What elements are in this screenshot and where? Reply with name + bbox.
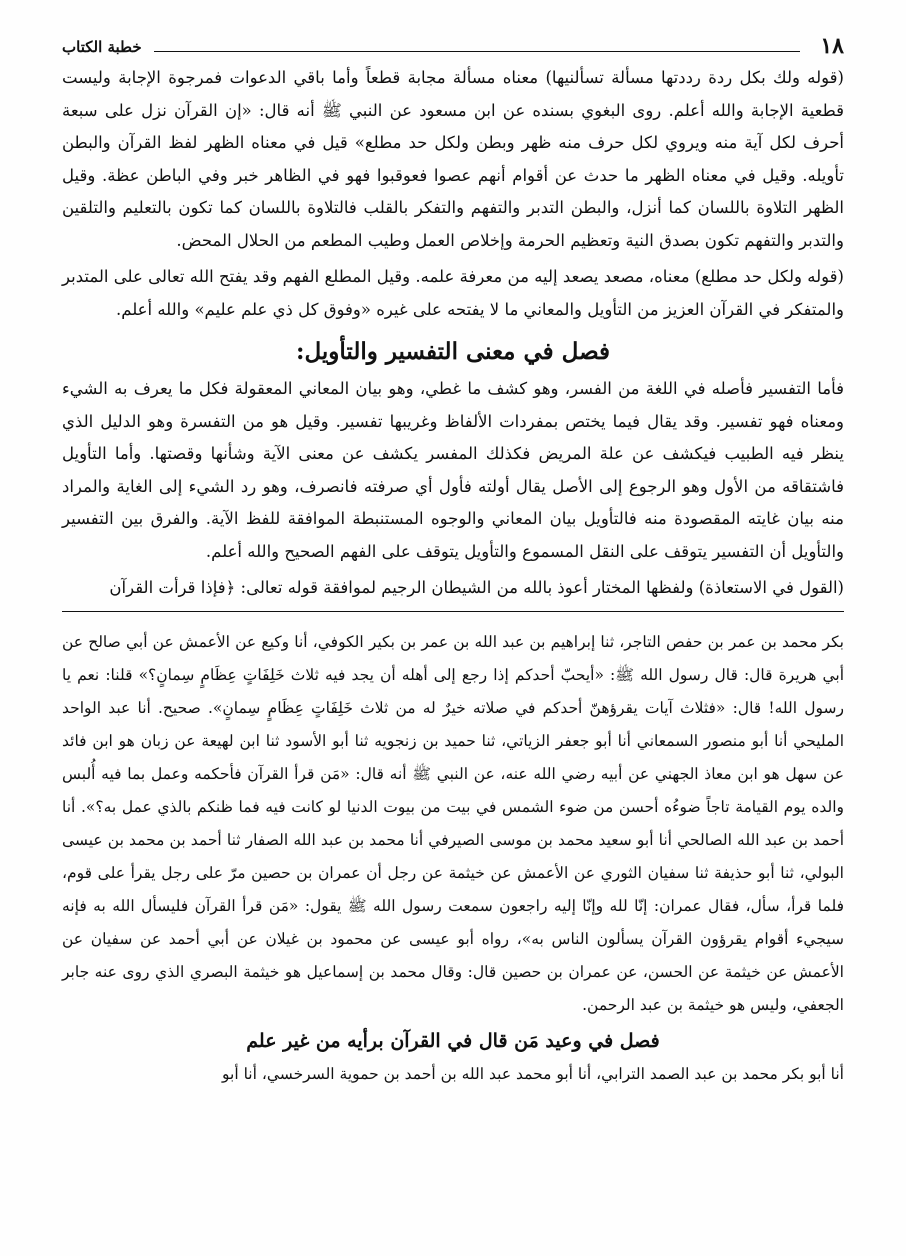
paragraph: (قوله ولكل حد مطلع) معناه، مصعد يصعد إليه من معرفة علمه. وقيل المطلع الفهم وقد يفتح الله تعالى على المتدبر والمتفكر في القرآن العزيز من التأويل والمعاني ما لا يفتحه على غيره «وفوق كل ذي علم عليم» والله أعلم.: [62, 267, 844, 319]
footnote-divider: [62, 611, 844, 612]
page-header: [62, 30, 844, 62]
paragraph: (القول في الاستعاذة) ولفظها المختار أعوذ بالله من الشيطان الرجيم لموافقة قوله تعالى: ﴿فإذا قرأت القرآن: [109, 578, 844, 597]
page-number: ١٨: [820, 33, 844, 59]
running-title: خطبة الكتاب: [62, 38, 142, 56]
paragraph: فأما التفسير فأصله في اللغة من الفسر، وهو كشف ما غطي، وهو بيان المعاني المعقولة فكل ما يعرف به الشيء ومعناه فهو تفسير. وقد يقال فيما يختص بمفردات الألفاظ وغريبها تفسير. وقيل هو من التفسرة وهو الدليل الذي ينظر فيه الطبيب فيكشف عن علة المريض فكذلك المفسر يكشف عن معنى الآية وشأنها وقصتها. وأما التأويل فاشتقاقه من الأول وهو الرجوع إلى الأصل يقال أولته فأول أي صرفته فانصرف، وهو رد الشيء إلى الغاية والمراد منه بيان غايته المقصودة منه فالتأويل بيان المعاني والوجوه المستنبطة الموافقة للفظ الآية. والفرق بين التفسير والتأويل أن التفسير يتوقف على النقل المسموع والتأويل يتوقف على الفهم الصحيح والله أعلم.: [62, 379, 844, 561]
main-text: [62, 62, 844, 605]
section-heading: فصل في معنى التفسير والتأويل:: [295, 338, 611, 365]
paragraph: (قوله ولك بكل ردة رددتها مسألة تسألنيها) معناه مسألة مجابة قطعاً وأما باقي الدعوات فمرجوة الإجابة وليست قطعية الإجابة والله أعلم. روى البغوي بسنده عن ابن مسعود عن النبي ﷺ أنه قال: «إن القرآن نزل على سبعة أحرف لكل آية منه ويروي لكل حرف منه ظهر وبطن ولكل حد مطلع» قيل في معناه الظهر لفظ القرآن والبطن تأويله. وقيل في معناه الظهر ما حدث عن أقوام أنهم عصوا فعوقبوا فهو في الظاهر خبر وفي الباطن عظة. وقيل الظهر التلاوة باللسان كما أنزل، والبطن التدبر والتفهم والتفكر بالقلب فالتلاوة باللسان كما تكون بالتعليم والتلقين والتدبر والتفهم تكون بصدق النية وتعظيم الحرمة وإخلاص العمل وطيب المطعم من الحلال المحض.: [62, 68, 844, 250]
footnotes: [62, 626, 844, 1091]
footnote-heading: فصل في وعيد مَن قال في القرآن برأيه من غير علم: [246, 1029, 660, 1052]
footnote-paragraph: بكر محمد بن عمر بن حفص التاجر، ثنا إبراهيم بن عبد الله بن عمر بن بكير الكوفي، أنا وكيع عن الأعمش عن أبي صالح عن أبي هريرة قال: قال رسول الله ﷺ: «أيحبّ أحدكم إذا رجع إلى أهله أن يجد فيه ثلاث خَلِفَاتٍ عِظَامٍ سِمانٍ؟» قلنا: نعم يا رسول الله! قال: «فثلاث آيات يقرؤهنّ أحدكم في صلاته خيرٌ له من ثلاث خَلِفَاتٍ عِظَامٍ سِمانٍ». صحيح. أنا عبد الواحد المليحي أنا أبو منصور السمعاني أنا أبو جعفر الزياتي، ثنا حميد بن زنجويه ثنا أبو الأسود ثنا ابن لهيعة عن زبان هو ابن فائد عن سهل هو ابن معاذ الجهني عن أبيه رضي الله عنه، عن النبي ﷺ أنه قال: «مَن قرأ القرآن فأحكمه وعمل بما فيه أُلبس والده يوم القيامة تاجاً ضوءُه أحسن من ضوء الشمس في بيت من بيوت الدنيا لو كانت فيه فما ظنكم بالذي عمل به؟». أنا أحمد بن عبد الله الصالحي أنا أبو سعيد محمد بن موسى الصيرفي أنا محمد بن عبد الله الصفار ثنا أحمد بن محمد بن عيسى البولي، ثنا أبو حذيفة ثنا سفيان الثوري عن الأعمش عن خيثمة عن رجل أن عمران بن حصين مرّ على رجل يقرأ على قوم، فلما قرأ، سأل، فقال عمران: إنّا لله وإنّا إليه راجعون سمعت رسول الله ﷺ يقول: «مَن قرأ القرآن فليسأل الله به فإنه سيجيء أقوام يقرؤون القرآن يسألون الناس به»، رواه أبو عيسى عن محمود بن غيلان عن أبي أحمد عن سفيان عن الأعمش عن خيثمة عن الحسن، عن عمران بن حصين قال: وقال محمد بن إسماعيل هو خيثمة البصري الذي روى عنه جابر الجعفي، وليس هو خيثمة بن عبد الرحمن.: [62, 632, 844, 1014]
footnote-paragraph: أنا أبو بكر محمد بن عبد الصمد الترابي، أنا أبو محمد عبد الله بن أحمد بن حموية السرخسي، أنا أبو: [222, 1064, 844, 1083]
header-rule: [154, 51, 801, 52]
